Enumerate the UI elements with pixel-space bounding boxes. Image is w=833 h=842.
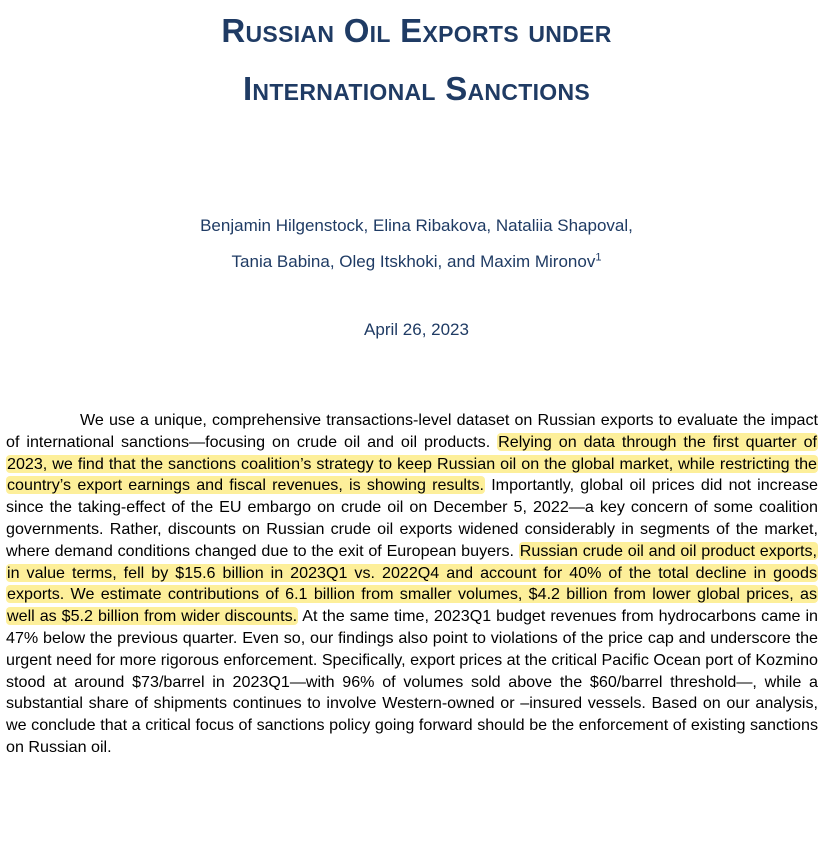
author-list-line-1: Benjamin Hilgenstock, Elina Ribakova, Nataliia Shapoval, [200,216,633,235]
abstract-text: Importantly, global oil prices did not increase since the taking-effect of the EU embargo on crude oil on December 5, 2022—a key concern of some coalition governments. Rather, discounts on Russian crude oil exports widened considerably in segments of the market, where demand conditions changed due to the exit of European buyers. [6,476,818,560]
abstract-text: We use a unique, comprehensive transactions-level dataset on Russian exports to evaluate the impact of international sanctions—focusing on crude oil and oil products. [6,411,818,451]
abstract [6,410,818,759]
highlighted-finding-export-decline: Russian crude oil and oil product exports, in value terms, fell by $15.6 billion in 2023Q1 vs. 2022Q4 and account for 40% of the total decline in goods exports. We estimate contributions of 6.1 billion from smaller volumes, $4.2 billion from lower global prices, as well as $5.2 billion from wider discounts. [7,541,817,626]
publication-date: April 26, 2023 [364,320,469,339]
abstract-text: At the same time, 2023Q1 budget revenues from hydrocarbons came in 47% below the previous quarter. Even so, our findings also point to violations of the price cap and underscore the urgent need for more rigorous enforcement. Specifically, export prices at the critical Pacific Ocean port of Kozmino stood at around $73/barrel in 2023Q1—with 96% of volumes sold above the $60/barrel threshold—, while a substantial share of shipments continues to involve Western-owned or –insured vessels. Based on our analysis, we conclude that a critical focus of sanctions policy going forward should be the enforcement of existing sanctions on Russian oil. [6,607,818,756]
paper-title-line-2: International Sanctions [242,70,591,107]
highlighted-finding-sanctions-strategy: Relying on data through the first quarter of 2023, we find that the sanctions coalition’s strategy to keep Russian oil on the global market, while restricting the country’s export earnings and fiscal revenues, is showing results. [7,432,817,495]
footnote-marker[interactable]: 1 [595,251,602,264]
author-list [0,208,833,280]
paper-title [0,2,833,118]
paper-title-line-1: Russian Oil Exports under [221,12,612,49]
author-list-line-2 [0,244,833,280]
author-names: Tania Babina, Oleg Itskhoki, and Maxim Mironov [231,252,596,271]
